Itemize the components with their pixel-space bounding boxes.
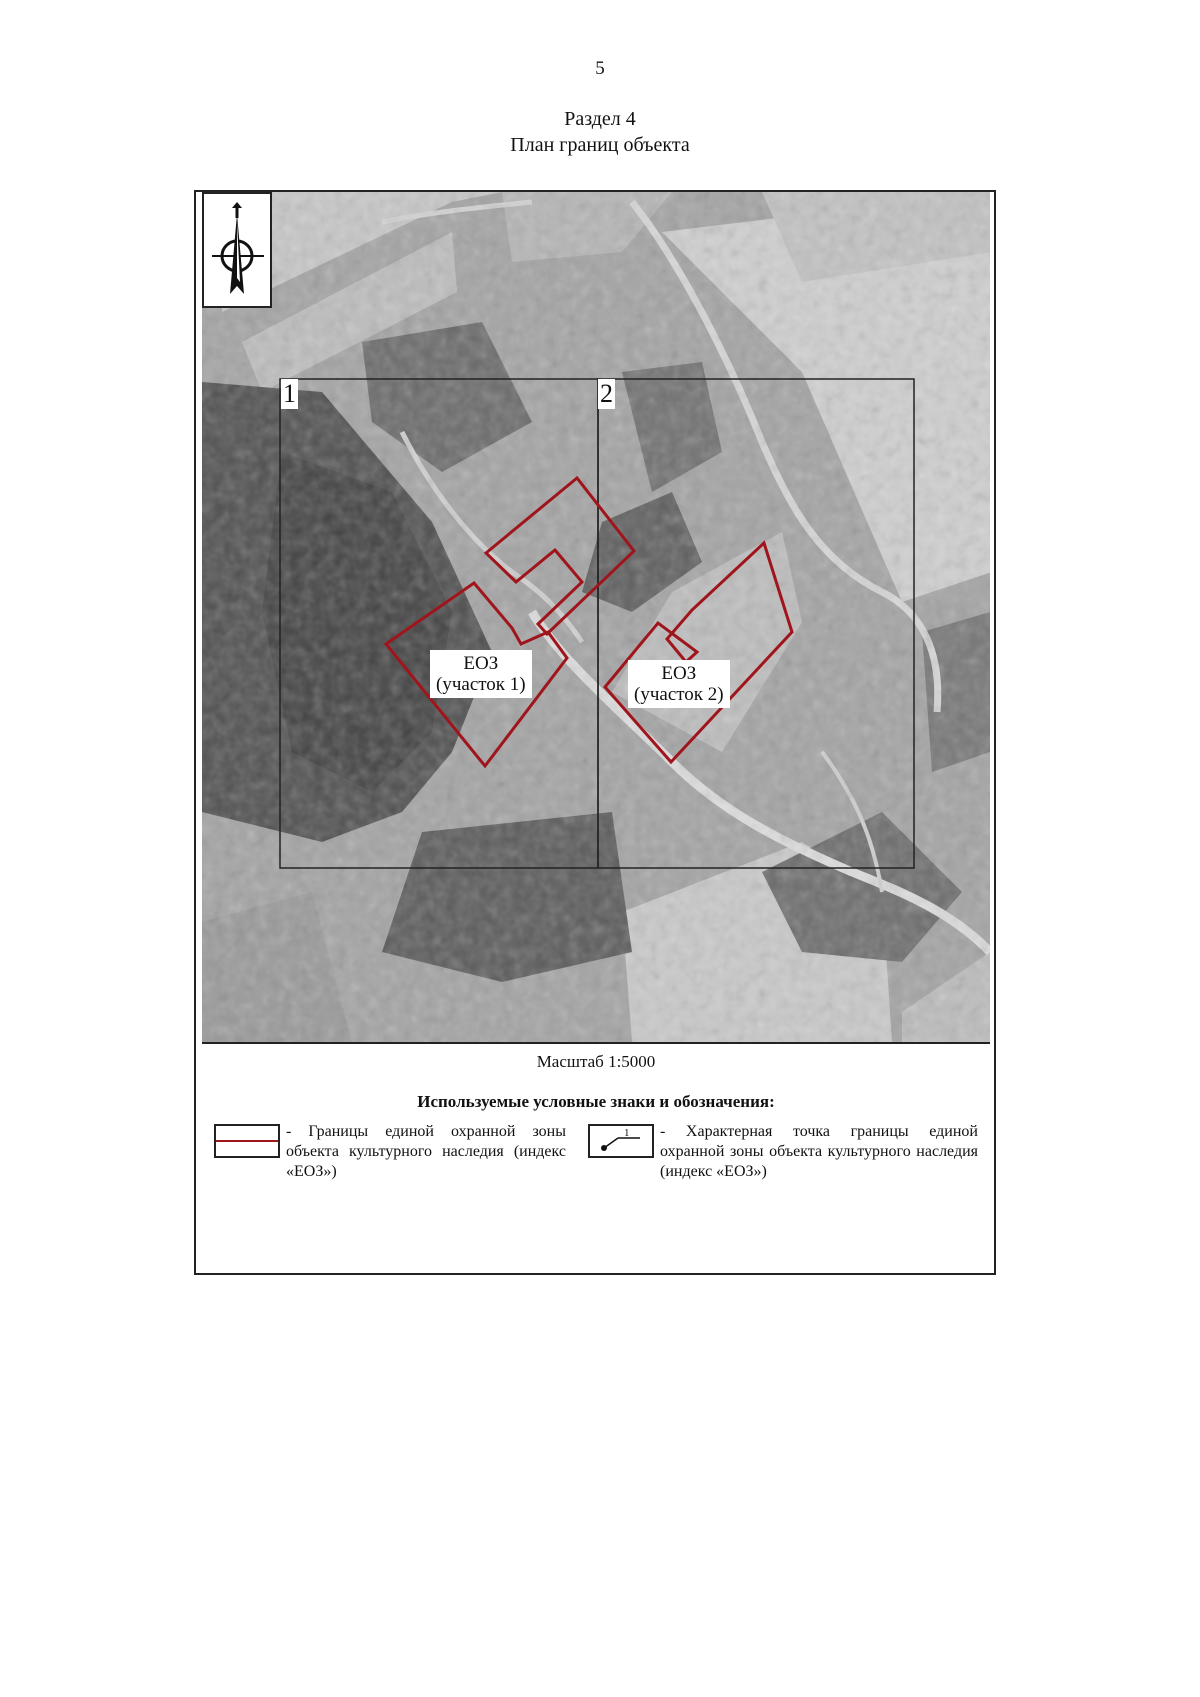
zone-label-2 [628, 660, 730, 708]
point-number: 1 [624, 1127, 630, 1139]
scale-text: Масштаб 1:5000 [536, 1052, 656, 1071]
zone-label-1-part: (участок 1) [436, 674, 526, 695]
aerial-map [202, 192, 990, 1042]
sheet-number-2: 2 [600, 379, 613, 408]
document-title: План границ объекта [510, 134, 690, 156]
map-legend [202, 1042, 990, 1271]
zone-label-2-part: (участок 2) [634, 684, 724, 705]
zone-label-1 [430, 650, 532, 698]
aerial-photo-background [202, 192, 990, 1042]
legend-title: Используемые условные знаки и обозначения: [417, 1092, 775, 1111]
boundary-line-icon [214, 1124, 280, 1158]
north-arrow-icon [202, 192, 272, 308]
zone-label-1-code: ЕОЗ [463, 653, 499, 674]
section-title: Раздел 4 [564, 108, 636, 130]
legend-text-boundary: - Границы единой охранной зоны объекта культурного наследия (индекс «ЕОЗ») [286, 1123, 566, 1180]
legend-text-point: - Характерная точка границы единой охранной зоны объекта культурного наследия (индекс «ЕОЗ») [660, 1123, 978, 1180]
sheet-number-1: 1 [283, 379, 296, 408]
map-frame [194, 190, 996, 1275]
zone-label-2-code: ЕОЗ [661, 663, 697, 684]
page-number: 5 [595, 58, 605, 79]
boundary-point-icon [588, 1124, 654, 1158]
